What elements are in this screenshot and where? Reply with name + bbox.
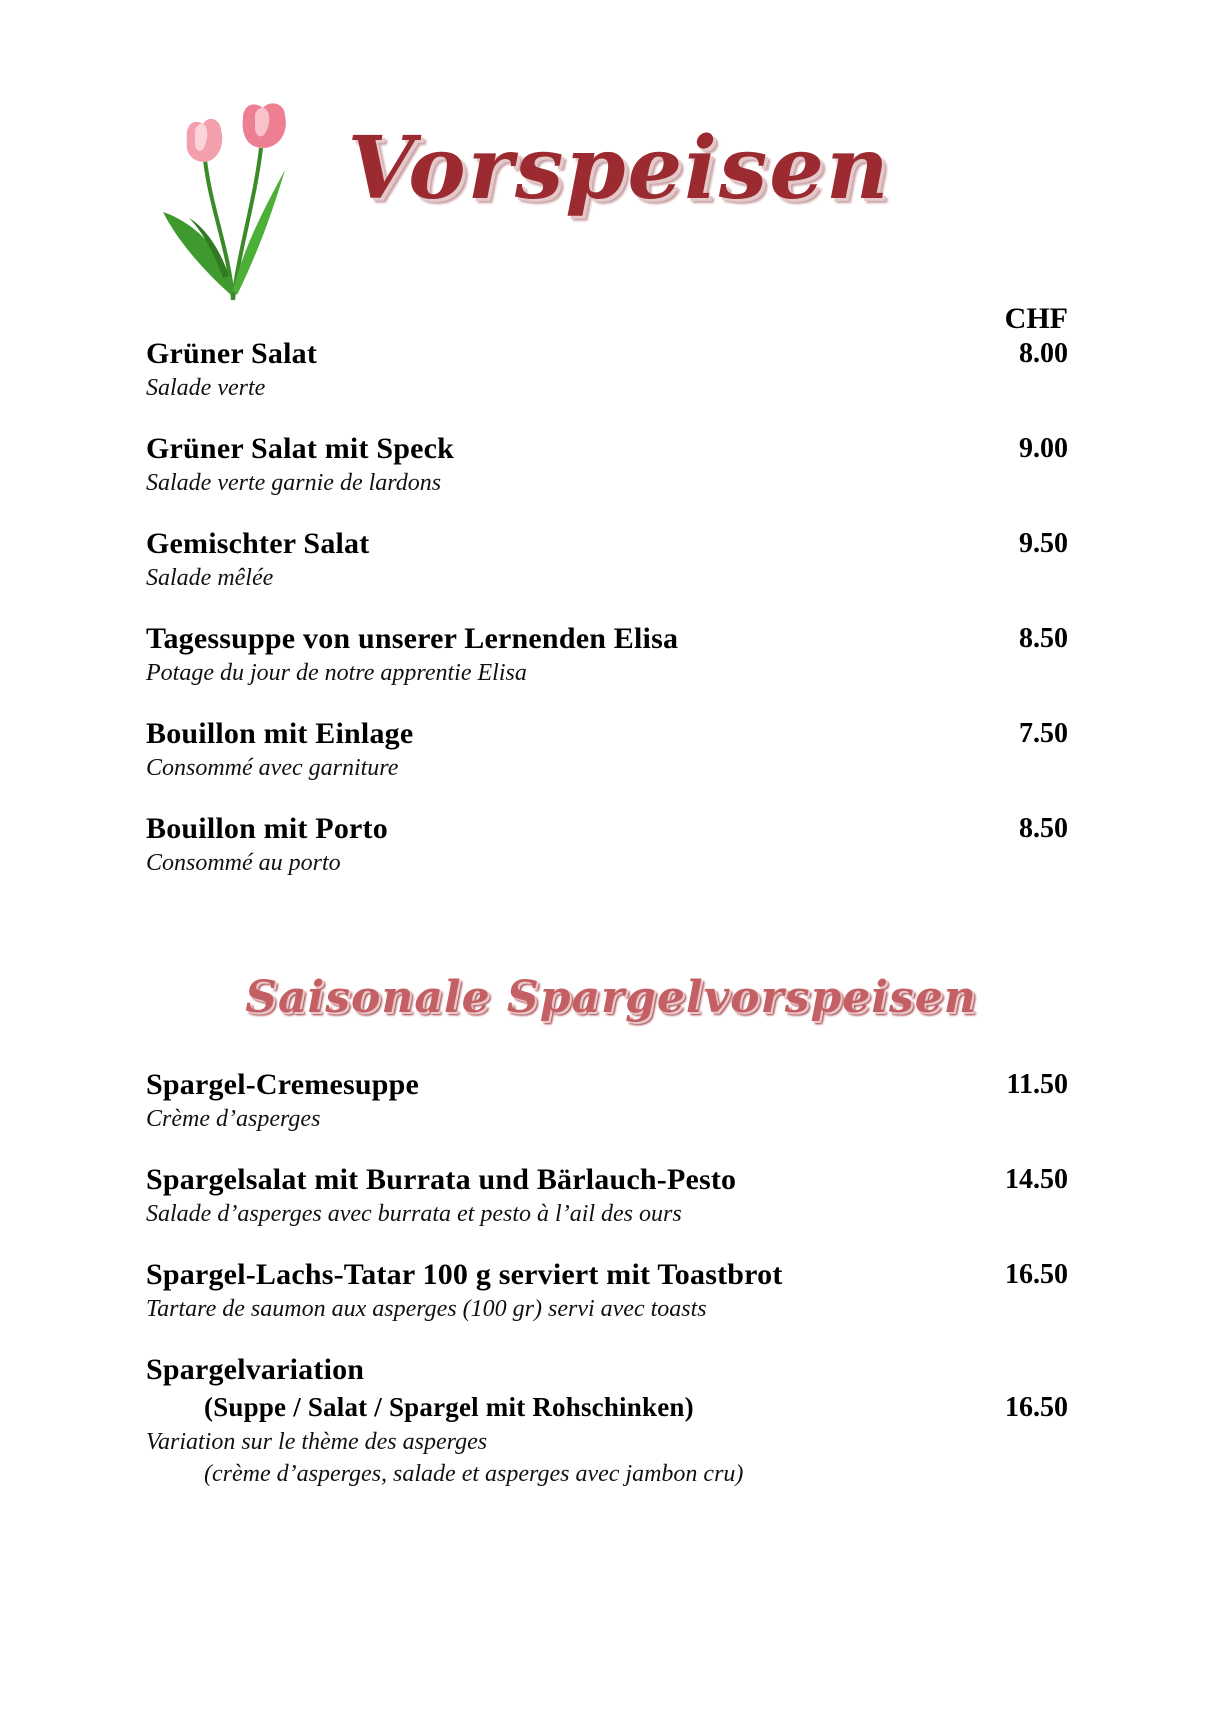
menu-item [146,811,1068,879]
item-price: 9.00 [1019,433,1068,464]
item-price: 8.50 [1019,813,1068,844]
item-description: Consommé avec garniture [146,755,399,781]
item-name: Spargel-Lachs-Tatar 100 g serviert mit Toastbrot [146,1258,783,1291]
item-description: Salade d’asperges avec burrata et pesto à l’ail des ours [146,1201,682,1227]
item-price: 11.50 [1006,1069,1068,1100]
item-name: Tagessuppe von unserer Lernenden Elisa [146,622,679,655]
item-description: Consommé au porto [146,850,341,876]
menu-item [146,1257,1068,1325]
item-description: Crème d’asperges [146,1106,321,1132]
page-title: Vorspeisen [347,118,891,219]
section-heading: Saisonale Spargelvorspeisen [245,972,977,1023]
menu-item [146,621,1068,689]
item-price: 16.50 [1005,1259,1068,1290]
item-name: Gemischter Salat [146,527,370,560]
item-name: Grüner Salat mit Speck [146,432,455,465]
item-name-detail: (Suppe / Salat / Spargel mit Rohschinken) [204,1392,694,1422]
menu-item [146,336,1068,404]
item-price: 14.50 [1005,1164,1068,1195]
item-description: Tartare de saumon aux asperges (100 gr) servi avec toasts [146,1296,707,1322]
item-description: Salade verte [146,375,266,401]
item-description: Salade mêlée [146,565,274,591]
item-name: Bouillon mit Einlage [146,717,414,750]
item-price: 8.00 [1019,338,1068,369]
item-name: Spargel-Cremesuppe [146,1068,420,1101]
menu-item [146,716,1068,784]
item-description: Salade verte garnie de lardons [146,470,442,496]
item-price: 16.50 [1005,1392,1068,1423]
currency-label: CHF [1004,302,1068,335]
item-name: Spargelsalat mit Burrata und Bärlauch-Pesto [146,1163,737,1196]
item-name: Grüner Salat [146,337,318,370]
item-price: 7.50 [1019,718,1068,749]
menu-item [146,1162,1068,1230]
item-price: 9.50 [1019,528,1068,559]
menu-item [146,1352,1068,1490]
item-price: 8.50 [1019,623,1068,654]
item-name: Spargelvariation [146,1353,365,1386]
menu-item [146,431,1068,499]
item-name: Bouillon mit Porto [146,812,388,845]
menu-item [146,1067,1068,1135]
menu-item [146,526,1068,594]
item-description: Variation sur le thème des asperges [146,1429,488,1455]
item-description: Potage du jour de notre apprentie Elisa [146,660,527,686]
item-description-detail: (crème d’asperges, salade et asperges avec jambon cru) [204,1461,744,1487]
